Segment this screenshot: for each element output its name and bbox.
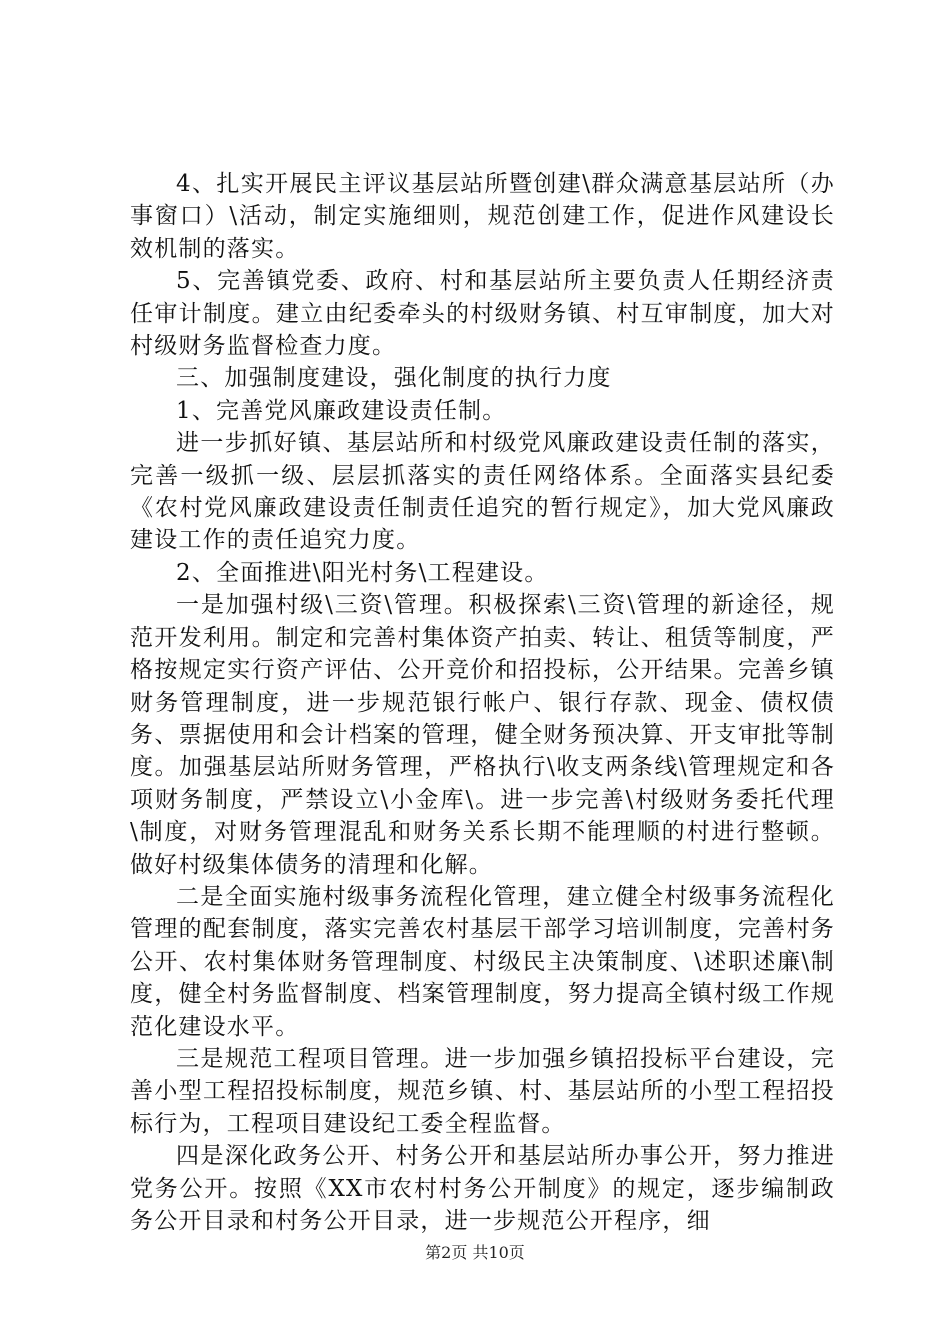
subheading-2: 2、全面推进\阳光村务\工程建设。 [176, 559, 549, 586]
paragraph-4-democratic-review: 4、扎实开展民主评议基层站所暨创建\群众满意基层站所（办事窗口）\活动，制定实施细则，规范创建工作，促进作风建设长效机制的落实。 [130, 171, 835, 262]
section-heading-3: 三、加强制度建设，强化制度的执行力度 [176, 365, 612, 392]
paragraph-three-assets: 一是加强村级\三资\管理。积极探索\三资\管理的新途径，规范开发利用。制定和完善村集体资产拍卖、转让、租赁等制度，严格按规定实行资产评估、公开竞价和招投标，公开结果。完善乡镇财务管理制度，进一步规范银行帐户、银行存款、现金、债权债务、票据使用和会计档案的管理，健全财务预决算、开支审批等制度。加强基层站所财务管理，严格执行\收支两条线\管理规定和各项财务制度，严禁设立\小金库\。进一步完善\村级财务委托代理\制度，对财务管理混乱和财务关系长期不能理顺的村进行整顿。做好村级集体债务的清理和化解。 [130, 592, 835, 878]
paragraph-5-audit-system: 5、完善镇党委、政府、村和基层站所主要负责人任期经济责任审计制度。建立由纪委牵头的村级财务镇、村互审制度，加大对村级财务监督检查力度。 [130, 268, 835, 360]
document-body [130, 168, 835, 1237]
paragraph-process-management: 二是全面实施村级事务流程化管理，建立健全村级事务流程化管理的配套制度，落实完善农村基层干部学习培训制度，完善村务公开、农村集体财务管理制度、村级民主决策制度、\述职述廉\制度，健全村务监督制度、档案管理制度，努力提高全镇村级工作规范化建设水平。 [130, 883, 835, 1040]
paragraph-responsibility: 进一步抓好镇、基层站所和村级党风廉政建设责任制的落实，完善一级抓一级、层层抓落实的责任网络体系。全面落实县纪委《农村党风廉政建设责任制责任追究的暂行规定》，加大党风廉政建设工作的责任追究力度。 [130, 430, 835, 554]
paragraph-project-management: 三是规范工程项目管理。进一步加强乡镇招投标平台建设，完善小型工程招投标制度，规范乡镇、村、基层站所的小型工程招投标行为，工程项目建设纪工委全程监督。 [130, 1045, 835, 1137]
page-footer: 第2页 共10页 [425, 1243, 525, 1262]
subheading-1: 1、完善党风廉政建设责任制。 [176, 397, 507, 424]
paragraph-open-affairs: 四是深化政务公开、村务公开和基层站所办事公开，努力推进党务公开。按照《XX市农村村务公开制度》的规定，逐步编制政务公开目录和村务公开目录，进一步规范公开程序，细 [130, 1143, 835, 1234]
